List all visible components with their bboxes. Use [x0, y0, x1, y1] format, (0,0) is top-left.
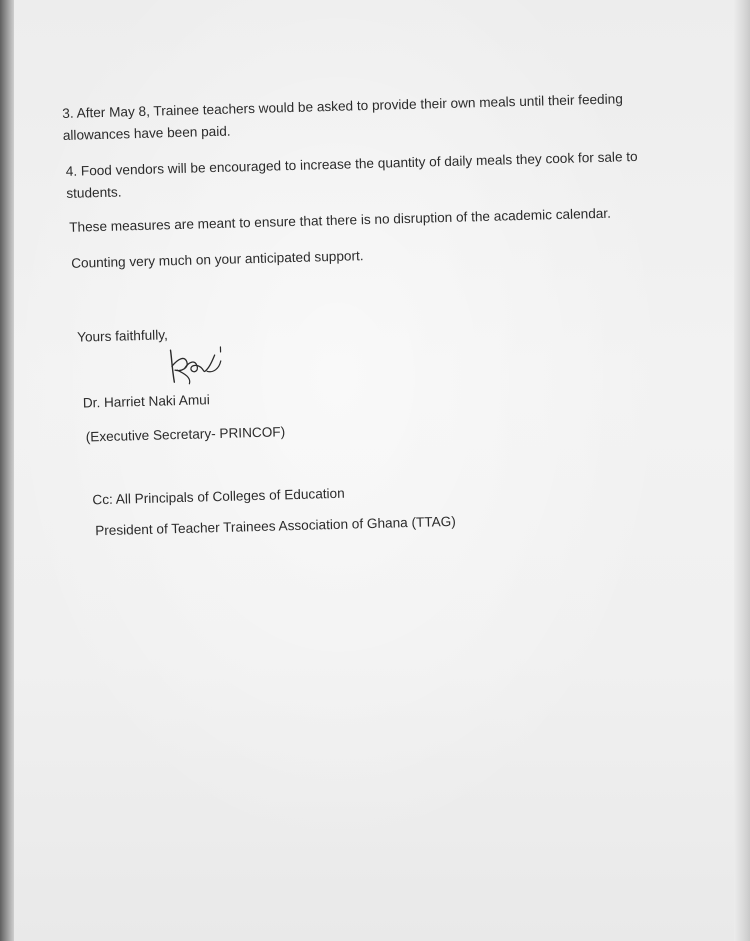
- signature-icon: [162, 343, 229, 387]
- letter-body: [62, 86, 702, 539]
- signatory-title: (Executive Secretary- PRINCOF): [85, 424, 286, 445]
- paragraph-point-3: 3. After May 8, Trainee teachers would be asked to provide their own meals until their feeding allowances have been paid.: [62, 91, 623, 143]
- signatory-name: Dr. Harriet Naki Amui: [82, 392, 210, 411]
- paragraph-point-4: 4. Food vendors will be encouraged to increase the quantity of daily meals they cook for sale to students.: [65, 148, 638, 201]
- closing-salutation: Yours faithfully,: [76, 327, 168, 345]
- letter-page: [14, 0, 734, 941]
- paragraph-support: Counting very much on your anticipated support.: [71, 248, 364, 271]
- cc-second-line: President of Teacher Trainees Association of Ghana (TTAG): [95, 513, 456, 539]
- page-left-edge-shadow: [0, 0, 14, 941]
- page-right-edge: [734, 0, 750, 941]
- paragraph-measures: These measures are meant to ensure that there is no disruption of the academic calendar.: [69, 205, 612, 235]
- cc-line: Cc: All Principals of Colleges of Education: [92, 485, 345, 508]
